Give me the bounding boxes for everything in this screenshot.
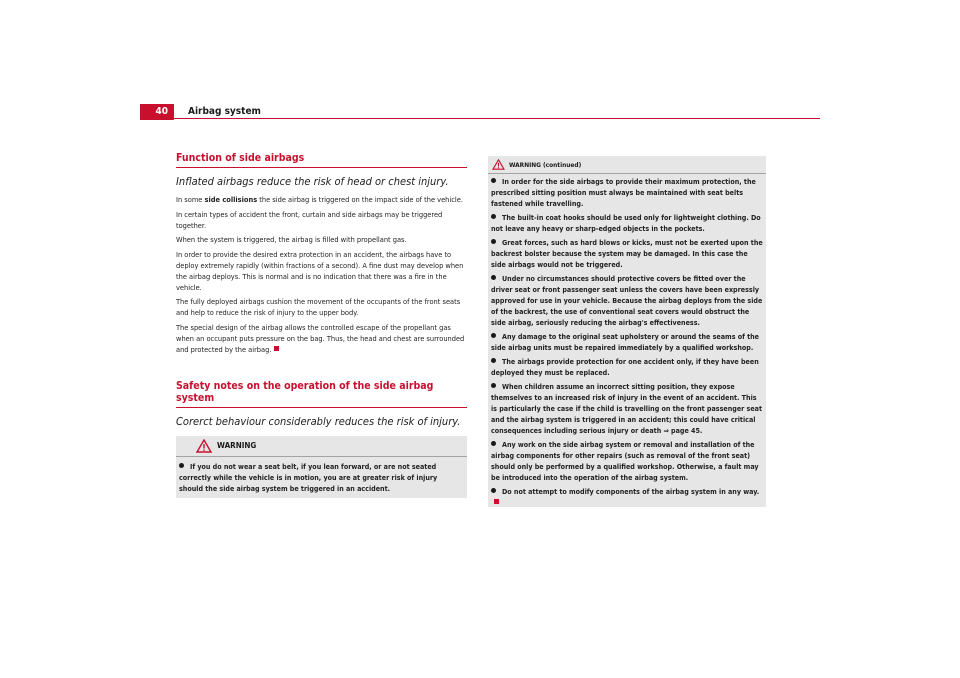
end-of-section-mark <box>274 346 279 351</box>
warning-label: WARNING <box>217 441 257 450</box>
bullet-icon <box>491 214 496 219</box>
paragraph: In certain types of accident the front, curtain and side airbags may be triggered together. <box>176 209 443 230</box>
bullet-icon <box>491 275 496 280</box>
bullet-icon <box>491 383 496 388</box>
bullet-icon <box>491 239 496 244</box>
warning-item: The built-in coat hooks should be used only for lightweight clothing. Do not leave any heavy or sharp-edged objects in the pockets. <box>491 213 761 233</box>
section-title-function: Function of side airbags <box>176 152 467 168</box>
warning-continued-label: WARNING (continued) <box>509 160 582 169</box>
bullet-icon <box>491 178 496 183</box>
warning-item: Great forces, such as hard blows or kicks, must not be exerted upon the backrest bolster because the system may be damaged. In this case the side airbags would not be triggered. <box>491 238 763 269</box>
warning-triangle-icon <box>196 439 212 453</box>
right-column <box>488 156 766 507</box>
paragraph: The special design of the airbag allows the controlled escape of the propellant gas when an occupant puts pressure on the bag. Thus, the head and chest are surrounded and protected by the airbag. <box>176 322 465 354</box>
warning-item: When children assume an incorrect sitting position, they expose themselves to an increased risk of injury in the event of an accident. This is particularly the case if the child is travelling on the front passenger seat and the airbag system is triggered in an accident; this could have critical consequences including serious injury or death ⇒ page 45. <box>491 382 763 435</box>
warning-item: The airbags provide protection for one accident only, if they have been deployed they must be replaced. <box>491 357 759 377</box>
warning-item: If you do not wear a seat belt, if you lean forward, or are not seated correctly while the vehicle is in motion, you are at greater risk of injury should the side airbag system be triggered in an accident. <box>179 461 438 493</box>
warning-continued-box <box>488 156 766 507</box>
warning-item: Any damage to the original seat upholstery or around the seams of the side airbag units must be repaired immediately by a qualified workshop. <box>491 332 760 352</box>
paragraph: The fully deployed airbags cushion the movement of the occupants of the front seats and help to reduce the risk of injury to the upper body. <box>176 297 461 317</box>
warning-header <box>176 436 467 457</box>
end-of-section-mark <box>494 499 499 504</box>
section-safety-notes <box>176 380 467 498</box>
warning-triangle-icon <box>492 159 505 170</box>
section-subtitle-safety: Corerct behaviour considerably reduces the risk of injury. <box>176 414 461 428</box>
warning-item: Under no circumstances should protective covers be fitted over the driver seat or front passenger seat unless the covers have been expressly approved for use in your vehicle. Because the airbag deploys from the side of the backrest, the use of conventional seat covers would obstruct the side airbag, seriously reducing the airbag's effectiveness. <box>491 274 763 327</box>
paragraph: When the system is triggered, the airbag is filled with propellant gas. <box>176 235 407 244</box>
bullet-icon <box>491 441 496 446</box>
emphasis-text: side collisions <box>204 195 258 204</box>
bullet-icon <box>179 463 184 468</box>
warning-box <box>176 436 467 498</box>
paragraph: In order to provide the desired extra protection in an accident, the airbags have to deploy extremely rapidly (within fractions of a second). A fine dust may develop when the airbag deploys. This is normal and is no indication that there was a fire in the vehicle. <box>176 249 464 292</box>
bullet-icon <box>491 488 496 493</box>
warning-continued-header <box>488 156 766 174</box>
left-column <box>176 152 467 498</box>
bullet-icon <box>491 358 496 363</box>
warning-item: Do not attempt to modify components of the airbag system in any way. <box>491 486 763 508</box>
header-rule <box>174 118 820 119</box>
section-title-safety: Safety notes on the operation of the side airbag system <box>176 380 467 408</box>
page-number: 40 <box>140 104 174 120</box>
section-subtitle-function: Inflated airbags reduce the risk of head or chest injury. <box>176 175 449 188</box>
paragraph: In some side collisions the side airbag is triggered on the impact side of the vehicle. <box>176 195 463 204</box>
running-header: Airbag system <box>188 106 261 117</box>
warning-body <box>176 457 467 498</box>
bullet-icon <box>491 333 496 338</box>
warning-item: In order for the side airbags to provide their maximum protection, the prescribed sitting position must always be maintained with seat belts fastened while travelling. <box>491 177 756 208</box>
warning-continued-body <box>488 174 766 508</box>
warning-item: Any work on the side airbag system or removal and installation of the airbag components for other repairs (such as removal of the front seat) should only be performed by a qualified workshop. Otherwise, a fault may be introduced into the operation of the airbag system. <box>491 440 759 482</box>
